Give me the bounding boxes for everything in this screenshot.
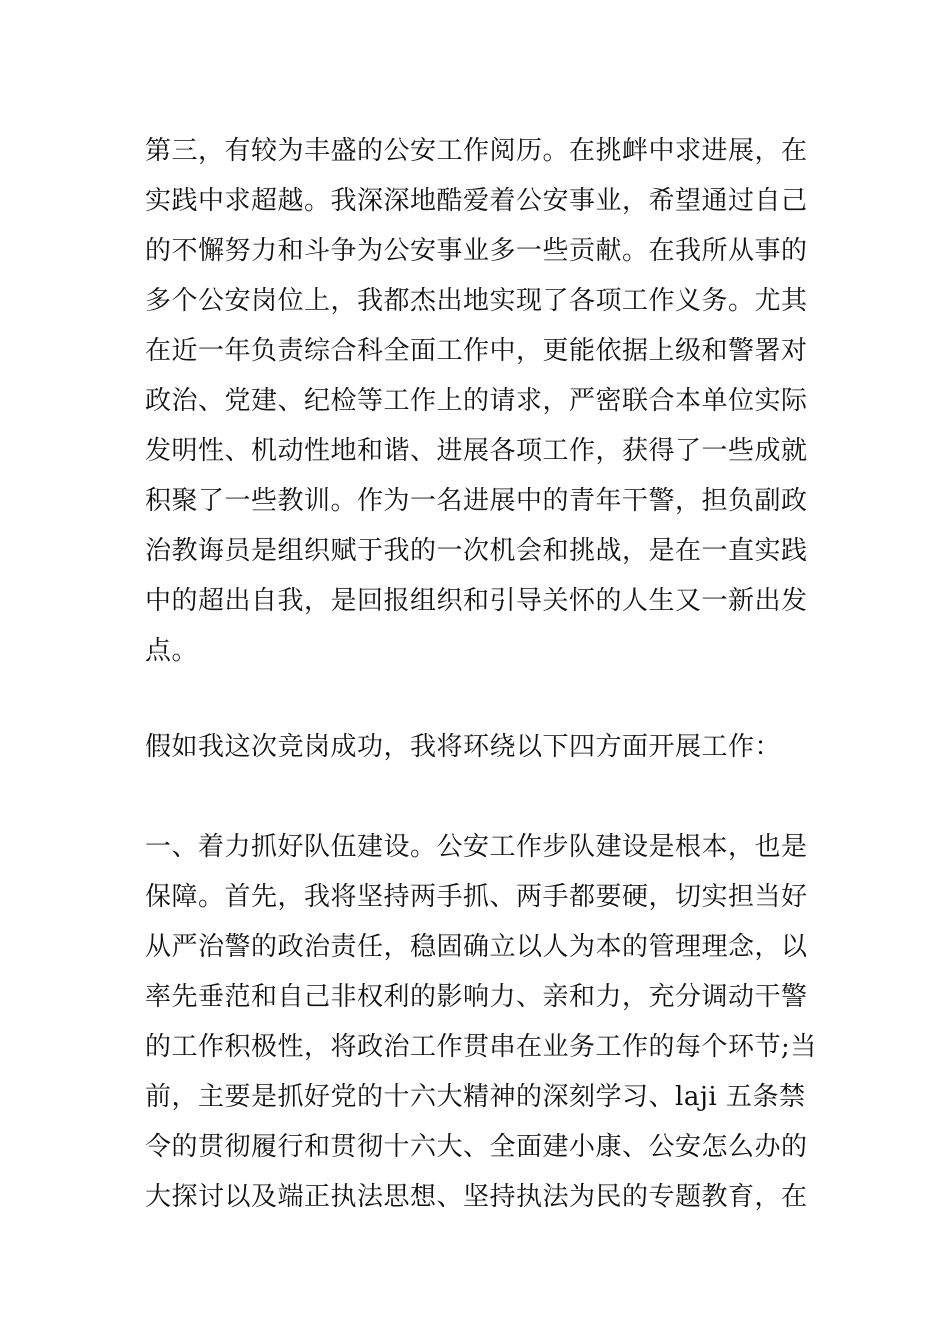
text-line: 积聚了一些教训。作为一名进展中的青年干警，担负副政: [145, 486, 808, 516]
text-line: 大探讨以及端正执法思想、坚持执法为民的专题教育，在: [145, 1182, 808, 1212]
paragraph-experience: [145, 126, 815, 676]
text-line: 的不懈努力和斗争为公安事业多一些贡献。在我所从事的: [145, 236, 808, 266]
paragraph-plan-intro: [145, 722, 815, 772]
text-line: 治教诲员是组织赋于我的一次机会和挑战，是在一直实践: [145, 536, 808, 566]
text-line: 保障。首先，我将坚持两手抓、两手都要硬，切实担当好: [145, 882, 808, 912]
text-line: 点。: [145, 636, 199, 666]
text-line: 在近一年负责综合科全面工作中，更能依据上级和警署对: [145, 336, 808, 366]
text-line: 假如我这次竞岗成功，我将环绕以下四方面开展工作：: [145, 732, 782, 762]
text-line: 中的超出自我，是回报组织和引导关怀的人生又一新出发: [145, 586, 808, 616]
text-line: 发明性、机动性地和谐、进展各项工作，获得了一些成就: [145, 436, 808, 466]
text-line: 前，主要是抓好党的十六大精神的深刻学习、laji 五条禁: [145, 1082, 806, 1112]
text-line: 率先垂范和自己非权利的影响力、亲和力，充分调动干警: [145, 982, 808, 1012]
text-line: 一、着力抓好队伍建设。公安工作步队建设是根本，也是: [145, 832, 808, 862]
text-line: 令的贯彻履行和贯彻十六大、全面建小康、公安怎么办的: [145, 1132, 808, 1162]
text-line: 政治、党建、纪检等工作上的请求，严密联合本单位实际: [145, 386, 808, 416]
text-line: 第三，有较为丰盛的公安工作阅历。在挑衅中求进展，在: [145, 136, 808, 166]
paragraph-team-building: [145, 822, 815, 1222]
text-line: 多个公安岗位上，我都杰出地实现了各项工作义务。尤其: [145, 286, 808, 316]
text-line: 从严治警的政治责任，稳固确立以人为本的管理理念，以: [145, 932, 808, 962]
text-line: 的工作积极性，将政治工作贯串在业务工作的每个环节;当: [145, 1032, 817, 1062]
text-line: 实践中求超越。我深深地酷爱着公安事业，希望通过自己: [145, 186, 808, 216]
